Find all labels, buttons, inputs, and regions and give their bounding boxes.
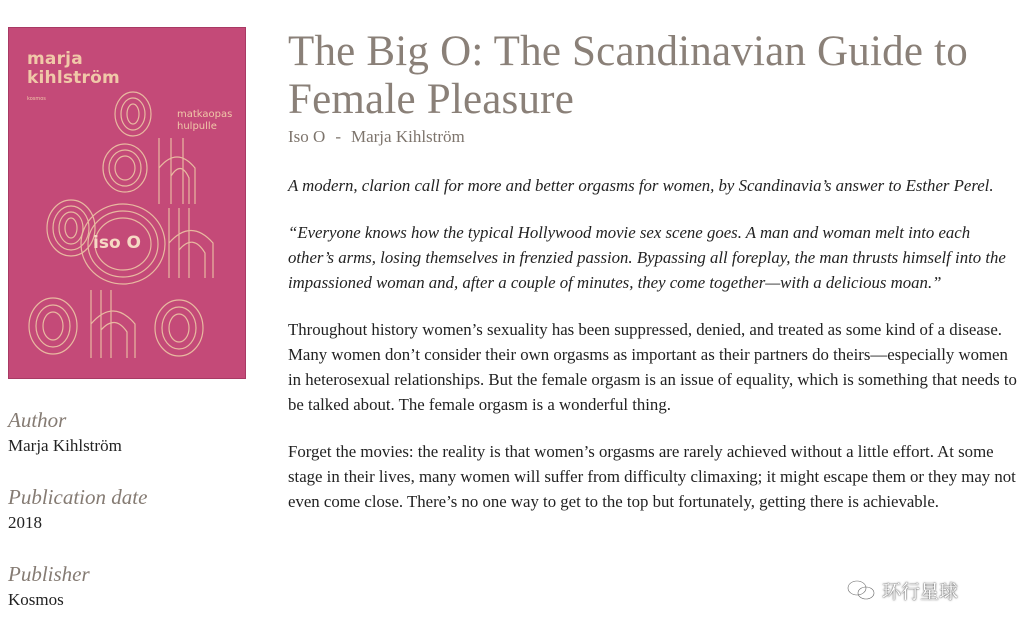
author-value[interactable]: Marja Kihlström — [8, 436, 122, 455]
publisher-value[interactable]: Kosmos — [8, 590, 64, 609]
cover-subtitle: matkaopas hulpulle — [177, 109, 233, 132]
publisher-label: Publisher — [8, 562, 90, 586]
book-title: The Big O: The Scandinavian Guide to Female Pleasure — [288, 28, 968, 123]
description-paragraph-2: Forget the movies: the reality is that women’s orgasms are rarely achieved without a little effort. At some stage in their lives, many women will suffer from difficulty climaxing; it might escape them or they may not even come close. There’s no one way to get to the top but fortunately, getting there is achievable. — [288, 442, 1016, 511]
publication-date-label: Publication date — [8, 485, 148, 509]
cover-title: iso O — [93, 233, 141, 253]
book-byline — [288, 126, 1020, 148]
byline-separator: - — [335, 127, 341, 146]
cover-author-name: marja kihlström — [27, 49, 120, 88]
author-label: Author — [8, 408, 67, 432]
description-lead: A modern, clarion call for more and better orgasms for women, by Scandinavia’s answer to Esther Perel. — [288, 176, 994, 195]
description-paragraph-1: Throughout history women’s sexuality has been suppressed, denied, and treated as some kind of a disease. Many women don’t consider their own orgasms as important as their partners do theirs—especially women in heterosexual relationships. But the female orgasm is an issue of equality, which is something that needs to be talked about. The female orgasm is a wonderful thing. — [288, 320, 1017, 414]
wechat-icon — [846, 578, 876, 602]
book-detail-main — [288, 28, 1020, 514]
original-title: Iso O — [288, 127, 326, 146]
watermark-text: 环行星球 — [882, 580, 959, 603]
source-watermark — [846, 575, 958, 605]
book-cover-image[interactable] — [8, 27, 246, 379]
book-metadata — [8, 408, 258, 639]
description-quote: “Everyone knows how the typical Hollywood movie sex scene goes. A man and woman melt into each other’s arms, losing themselves in frenzied passion. Bypassing all foreplay, the man thrusts himself into the impassioned woman and, after a couple of minutes, they come together—with a delicious moan.” — [288, 223, 1006, 292]
cover-publisher-mark: kosmos — [27, 96, 46, 102]
publication-date-value: 2018 — [8, 513, 42, 532]
byline-author[interactable]: Marja Kihlström — [350, 127, 465, 146]
